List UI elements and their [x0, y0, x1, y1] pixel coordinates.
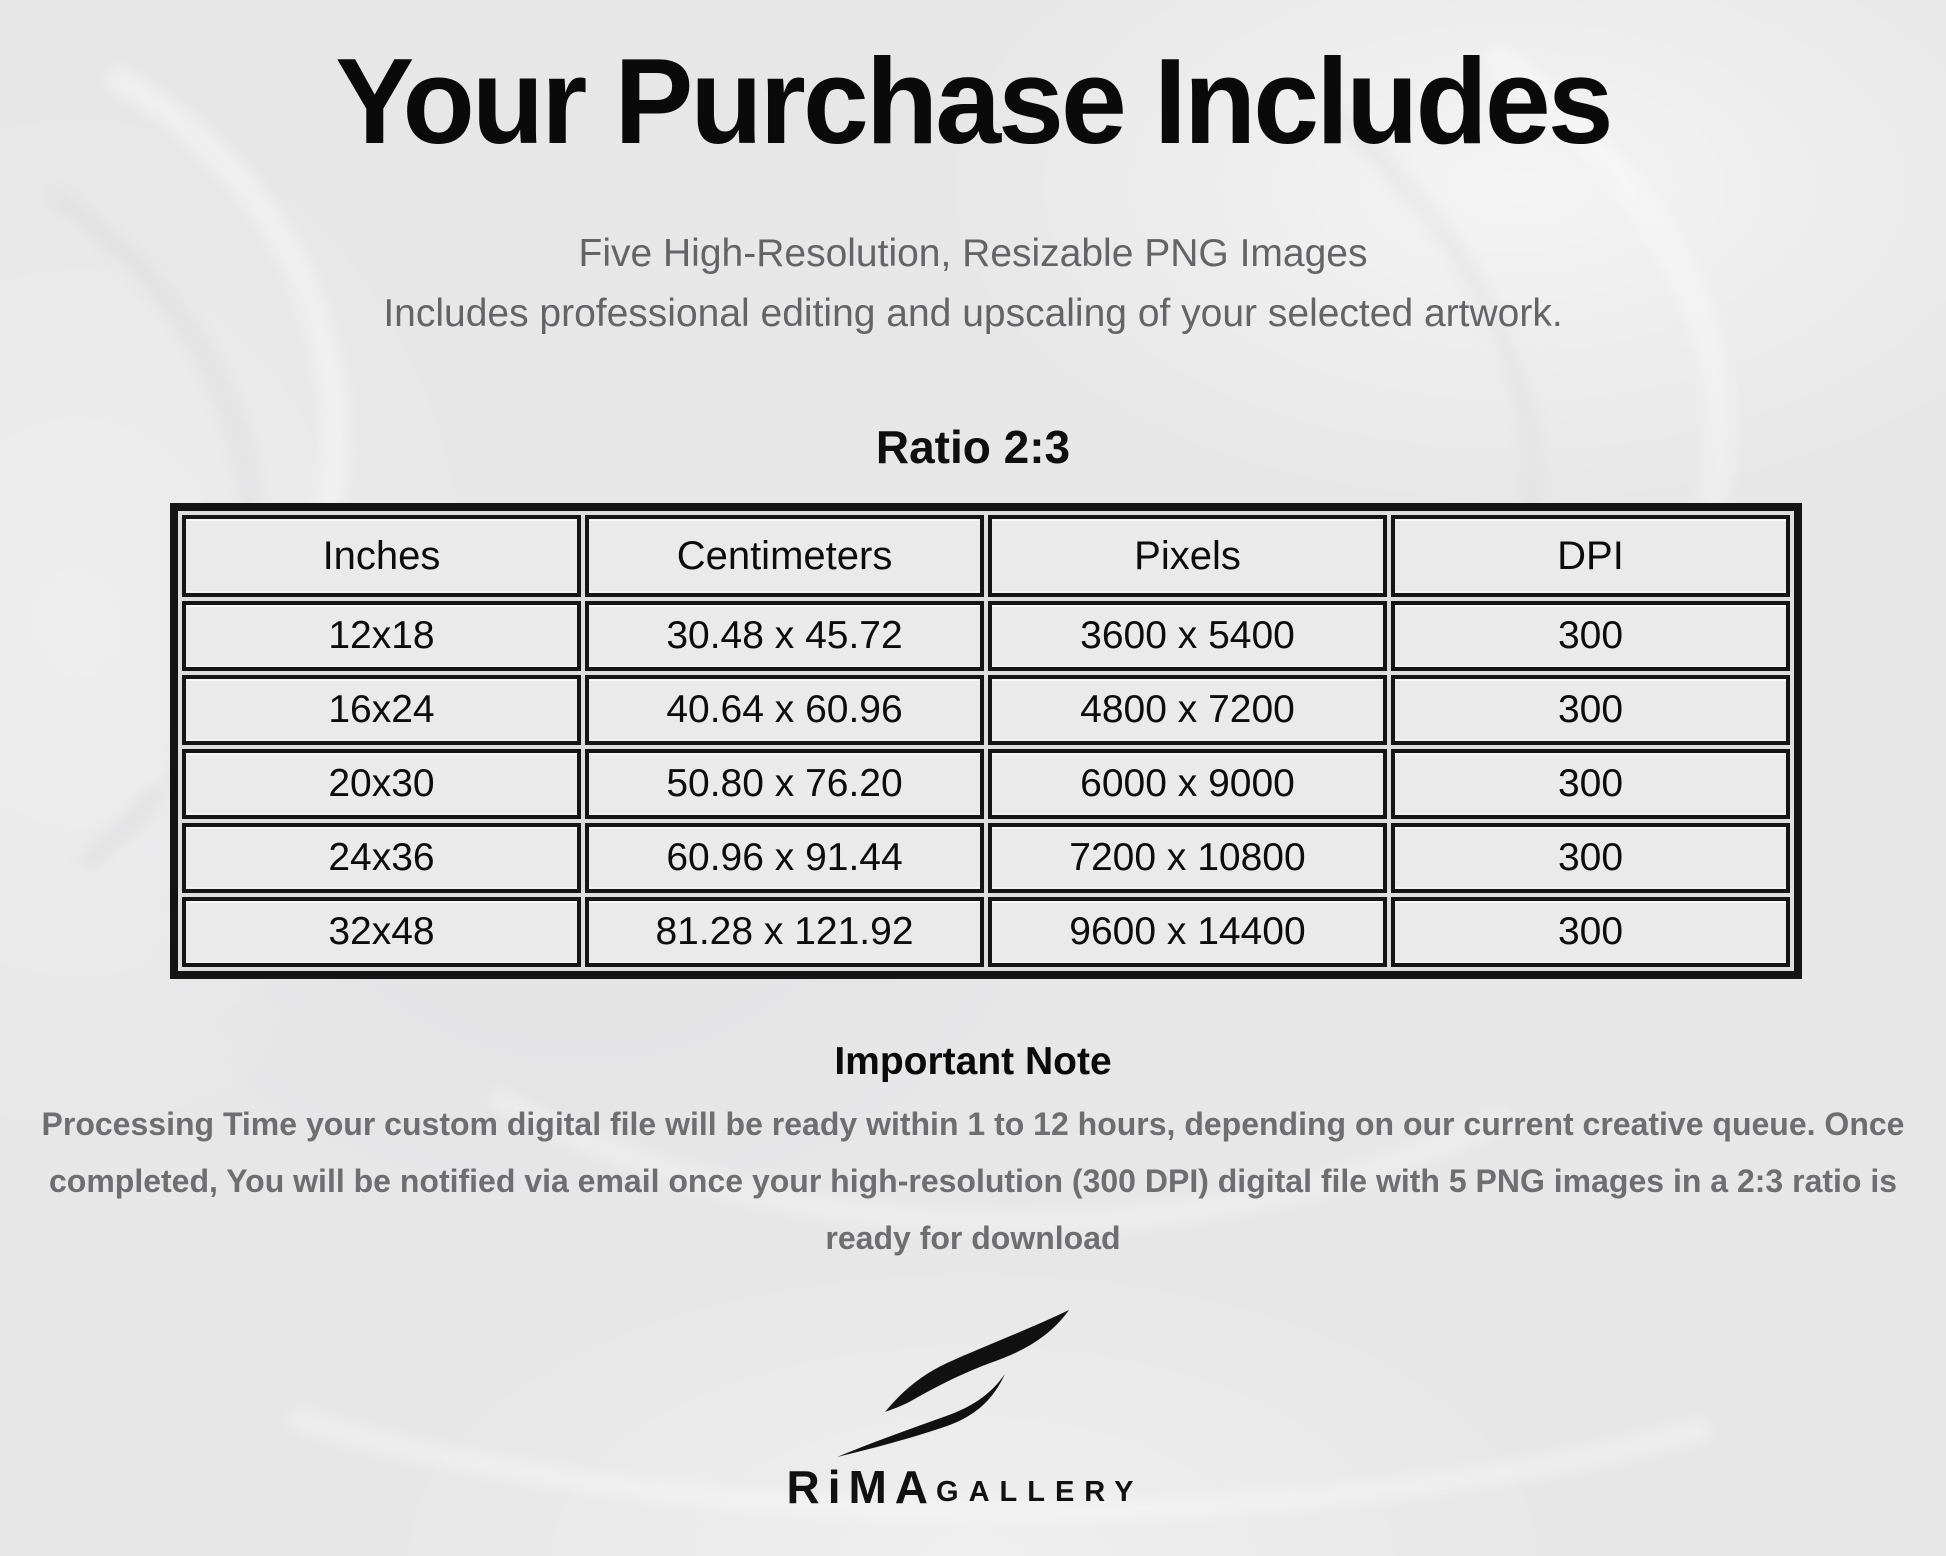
table-cell: 300	[1391, 601, 1790, 671]
table-cell: 24x36	[182, 823, 581, 893]
table-cell: 81.28 x 121.92	[585, 897, 984, 967]
ratio-heading: Ratio 2:3	[875, 421, 1071, 473]
table-cell: 32x48	[182, 897, 581, 967]
table-row	[182, 601, 1790, 671]
page-title: Your Purchase Includes	[335, 33, 1611, 169]
table-cell: 3600 x 5400	[988, 601, 1387, 671]
table-cell: 6000 x 9000	[988, 749, 1387, 819]
table-header-row	[182, 515, 1790, 597]
table-cell: 16x24	[182, 675, 581, 745]
table-cell: 300	[1391, 749, 1790, 819]
important-note-body: Processing Time your custom digital file will be ready within 1 to 12 hours, depending on our current creative queue. Once completed, You will be notified via email once your high-resolution (300 DPI) digital file with 5 PNG images in a 2:3 ratio is ready for download	[41, 1106, 1905, 1256]
column-header-centimeters: Centimeters	[585, 515, 984, 597]
table-cell: 300	[1391, 823, 1790, 893]
table-cell: 9600 x 14400	[988, 897, 1387, 967]
column-header-dpi: DPI	[1391, 515, 1790, 597]
subtitle-line-2: Includes professional editing and upscaling of your selected artwork.	[383, 292, 1563, 335]
column-header-inches: Inches	[182, 515, 581, 597]
brand-name: RiMA	[786, 1461, 937, 1513]
table-row	[182, 675, 1790, 745]
subtitle-line-1: Five High-Resolution, Resizable PNG Images	[578, 232, 1368, 275]
table-cell: 20x30	[182, 749, 581, 819]
brand-logo	[0, 1298, 1946, 1528]
table-cell: 7200 x 10800	[988, 823, 1387, 893]
table-cell: 300	[1391, 675, 1790, 745]
table-cell: 300	[1391, 897, 1790, 967]
table-cell: 30.48 x 45.72	[585, 601, 984, 671]
important-note-heading: Important Note	[834, 1040, 1112, 1083]
table-row	[182, 897, 1790, 967]
table-row	[182, 749, 1790, 819]
table-cell: 12x18	[182, 601, 581, 671]
table-cell: 60.96 x 91.44	[585, 823, 984, 893]
brand-swoosh-icon	[835, 1302, 1075, 1462]
column-header-pixels: Pixels	[988, 515, 1387, 597]
brand-suffix: GALLERY	[936, 1476, 1144, 1508]
table-cell: 4800 x 7200	[988, 675, 1387, 745]
table-row	[182, 823, 1790, 893]
table-cell: 50.80 x 76.20	[585, 749, 984, 819]
brand-wordmark	[0, 1461, 1938, 1513]
table-cell: 40.64 x 60.96	[585, 675, 984, 745]
size-chart-table	[170, 503, 1802, 979]
